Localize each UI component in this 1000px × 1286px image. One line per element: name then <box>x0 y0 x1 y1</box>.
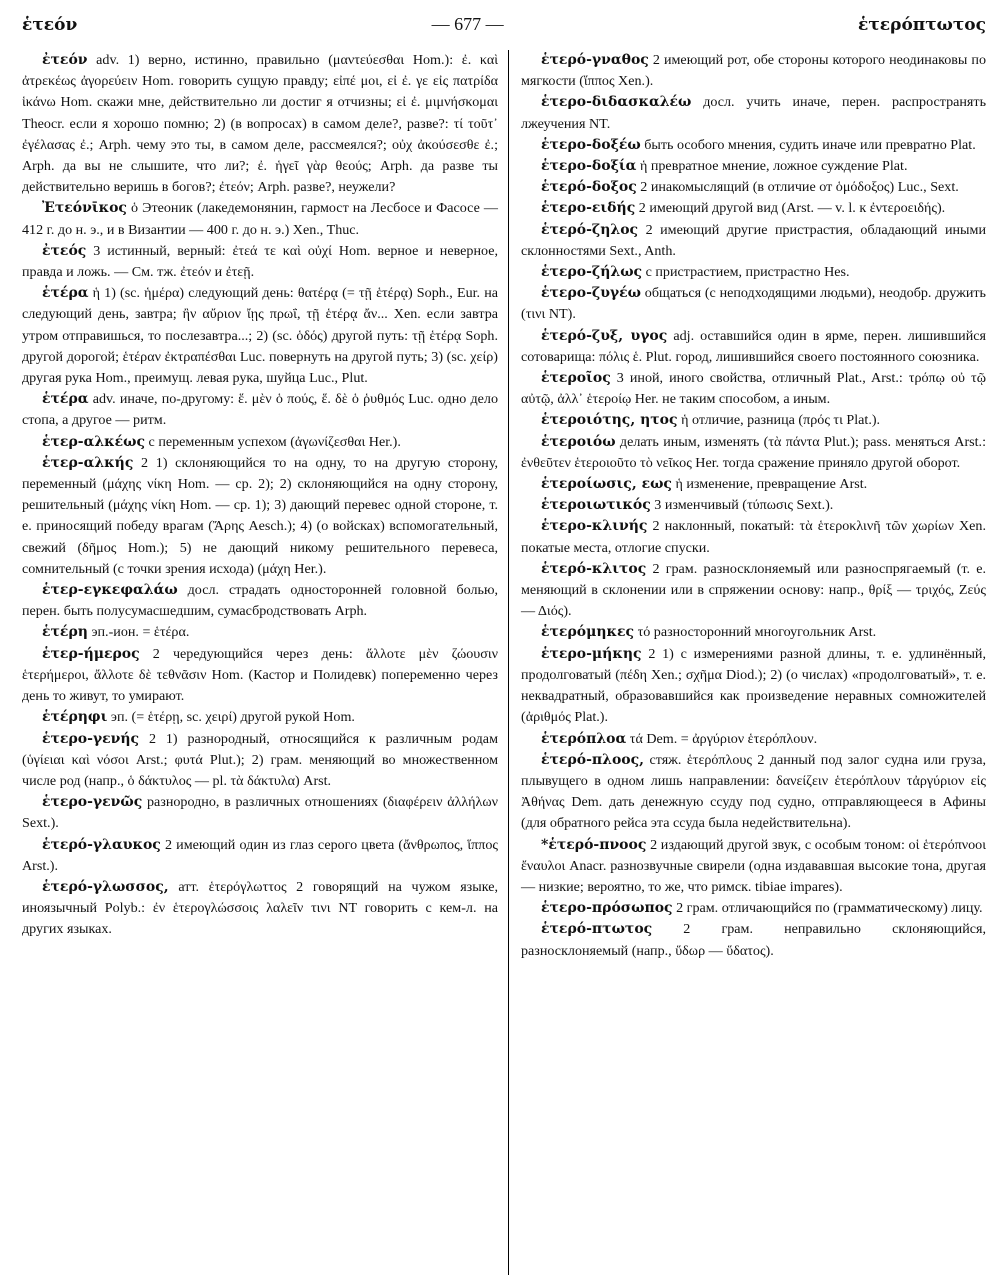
dictionary-entry <box>22 432 498 453</box>
dictionary-entry <box>22 389 498 431</box>
entry-headword: ἑτερο-δοξέω <box>541 136 641 153</box>
dictionary-entry <box>521 898 986 919</box>
entry-headword: ἐτεός <box>42 242 87 259</box>
entry-headword: ἑτερ-αλκής <box>42 454 134 471</box>
dictionary-entry <box>521 835 986 899</box>
entry-headword: ἑτερό-ζηλος <box>541 221 639 238</box>
dictionary-entry <box>521 283 986 325</box>
entry-headword: ἑτεροιότης, ητος <box>541 412 678 429</box>
entry-definition: 2 1) склоняющийся то на одну, то на другую сторону, переменный (μάχης νίκη Hom. — ср. 2); 2) склоняющийся на одну сторону, решительный (μάχης νίκη Hom. — ср. 1); 3) дающий перевес одной стороне, т. е. приносящий победу врагам (Ἄρης Aesch.); 4) (о войсках) вспомогательный, свежий (δῆμος Hom.); 5) не дающий никому решительного перевеса, сомнительный (с точки зрения исхода) (μάχη Her.). <box>22 454 498 577</box>
entry-definition: 3 истинный, верный: ἐτεά τε καὶ οὐχί Hom. верное и неверное, правда и ложь. — См. тж. ἐτεόν и ἐτεῇ. <box>22 242 498 281</box>
dictionary-entry <box>521 432 986 474</box>
entry-definition: общаться (с неподходящими людьми), неодобр. дружить (τινι NT). <box>521 285 986 323</box>
entry-definition: adv. 1) верно, истинно, правильно (μαντεύεσθαι Hom.): ἐ. καὶ ἀτρεκέως ἀγορεύειν Hom. говорить сущую правду; εἰπέ μοι, εἰ ἐ. γε εἰς πατρίδα ἱκάνω Hom. скажи мне, действительно ли достиг я отчизны; εἰ ἐ. μιμνήσκομαι Theocr. если я хорошо помню; 2) (в вопросах) в самом деле?, разве?: τί τοῦτ᾽ ἐγέλασας ἐ.; Arph. чему это ты, в самом деле, рассмеялся?; οὐχ ἀκούσεσθε ἐ.; Arph. да вы не слышите, что ли?; ἐ. ἡγεῖ γὰρ θεούς; Arph. да разве ты действительно веришь в богов?; ἐτεόν; Arph. разве?, неужели? <box>22 52 499 196</box>
entry-headword: ἑτερο-ζυγέω <box>541 285 641 302</box>
dictionary-entry <box>521 50 986 92</box>
entry-headword: ἑτερ-ήμερος <box>42 645 140 662</box>
entry-definition: τό разносторонний многоугольник Arst. <box>637 624 877 641</box>
dictionary-entry <box>521 644 986 729</box>
entry-headword: ἑτεροιωτικός <box>541 497 651 514</box>
entry-definition: adv. иначе, по-другому: ἕ. μὲν ὁ πούς, ἕ. δὲ ὁ ῥυθμός Luc. одно дело стопа, а другое — ритм. <box>22 391 498 429</box>
entry-headword: ἑτερο-γενής <box>42 730 140 747</box>
entry-definition: 2 наклонный, покатый: τὰ ἑτεροκλινῆ τῶν χωρίων Xen. покатые места, отлогие спуски. <box>521 518 986 556</box>
entry-definition: досл. учить иначе, перен. распространять лжеучения NT. <box>521 94 986 132</box>
entry-headword: ἑτερο-γενῶς <box>42 794 143 811</box>
dictionary-entry <box>521 750 986 835</box>
dictionary-entry <box>22 877 498 941</box>
entry-definition: 2 имеющий рот, обе стороны которого неодинаковы по мягкости (ἵππος Xen.). <box>521 52 986 90</box>
entry-headword: ἑτέρηφι <box>42 709 108 726</box>
entry-definition: атт. ἑτερόγλωττος 2 говорящий на чужом языке, иноязычный Polyb.: ἐν ἑτερογλώσσοις λαλεῖν τινι NT говорить с кем-л. на других языках. <box>22 878 498 938</box>
dictionary-entry <box>521 262 986 283</box>
entry-headword: ἑτέρα <box>42 285 89 302</box>
entry-definition: 3 изменчивый (τύπωσις Sext.). <box>654 497 834 514</box>
dictionary-entry <box>521 368 986 410</box>
entry-headword: ἑτερό-πτωτος <box>541 921 653 938</box>
entry-definition: ἡ превратное мнение, ложное суждение Plat. <box>639 158 908 175</box>
entry-headword: ἑτεροῖος <box>541 370 611 387</box>
dictionary-entry <box>22 707 498 728</box>
right-column <box>508 50 986 1275</box>
dictionary-entry <box>521 156 986 177</box>
entry-definition: 3 иной, иного свойства, отличный Plat., Arst.: τρόπῳ οὐ τῷ αὐτῷ, ἀλλ᾽ ἑτεροίῳ Her. не таким способом, а иным. <box>521 370 986 408</box>
dictionary-entry <box>521 177 986 198</box>
entry-headword: ἑτερο-ζήλως <box>541 264 643 281</box>
dictionary-entry <box>22 729 498 793</box>
entry-headword: ἑτέρη <box>42 624 88 641</box>
entry-headword: ἑτερο-μήκης <box>541 645 642 662</box>
entry-headword: ἑτερ-εγκεφαλάω <box>42 582 178 599</box>
entry-definition: досл. страдать односторонней головной болью, перен. быть полусумасшедшим, сумасбродствовать Arph. <box>22 582 498 620</box>
entry-definition: ἡ изменение, превращение Arst. <box>675 476 868 493</box>
entry-definition: с переменным успехом (ἀγωνίζεσθαι Her.). <box>148 433 401 450</box>
entry-definition: ἡ 1) (sc. ἡμέρα) следующий день: θατέρᾳ (= τῇ ἑτέρᾳ) Soph., Eur. на следующий день, завтра; ἢν αὔριον ἴῃς πρωΐ, τῇ ἑτέρᾳ ἄν... Xen. если завтра утром отправишься, то послезавтра...; 2) (sc. ὁδός) другой путь: τῇ ἑτέρᾳ Soph. другой дорогой; ἑτέραν ἐκτραπέσθαι Luc. повернуть на другой путь; 3) (sc. χείρ) другая рука Hom., преимущ. левая рука, шуйца Luc., Plut. <box>22 285 498 387</box>
entry-definition: 2 имеющий один из глаз серого цвета (ἄνθρωπος, ἵππος Arst.). <box>22 836 498 874</box>
two-column-body <box>22 50 986 1275</box>
entry-definition: стяж. ἑτερόπλους 2 данный под залог судна или груза, плывущего в одном лишь направлении: δανείζειν ἑτερόπλουν τἀργύριον εἰς Ἀθήνας Dem. дать денежную ссуду под судно, отправляющееся в Афины (для обратного рейса эта ссуда была недействительна). <box>521 751 986 832</box>
entry-headword: ἑτερό-δοξος <box>541 179 637 196</box>
entry-definition: разнородно, в различных отношениях (διαφέρειν ἀλλήλων Sext.). <box>22 794 498 832</box>
entry-headword: ἑτερό-γλωσσος, <box>42 878 169 895</box>
entry-headword: ἑτερό-κλιτος <box>541 560 647 577</box>
entry-headword: ἑτερό-ζυξ, υγος <box>541 327 668 344</box>
entry-headword: ἑτερο-πρόσωπος <box>541 900 673 917</box>
entry-definition: 2 имеющий другой вид (Arst. — v. l. к ἐντεροειδής). <box>638 200 946 217</box>
entry-headword: ἑτέρα <box>42 391 89 408</box>
dictionary-entry <box>521 622 986 643</box>
entry-definition: 2 инакомыслящий (в отличие от ὁμόδοξος) Luc., Sext. <box>640 179 959 196</box>
dictionary-entry <box>22 835 498 877</box>
dictionary-entry <box>521 135 986 156</box>
dictionary-entry <box>521 729 986 750</box>
entry-headword: ἑτερόμηκες <box>541 624 635 641</box>
entry-definition: τά Dem. = ἀργύριον ἑτερόπλουν. <box>629 730 818 747</box>
entry-headword: ἑτερο-ειδής <box>541 200 636 217</box>
dictionary-entry <box>521 559 986 623</box>
entry-headword: ἑτεροιόω <box>541 433 616 450</box>
entry-headword: ἑτερ-αλκέως <box>42 433 146 450</box>
entry-definition: 2 грам. отличающийся по (грамматическому) лицу. <box>676 900 983 917</box>
dictionary-entry <box>22 644 498 708</box>
entry-headword: Ἐτεόνῑκος <box>42 200 127 217</box>
entry-definition: 2 грам. неправильно склоняющийся, разносклоняемый (напр., ὕδωρ — ὕδατος). <box>521 921 986 959</box>
page-number: — 677 — <box>431 14 504 34</box>
dictionary-entry <box>521 516 986 558</box>
dictionary-entry <box>521 410 986 431</box>
entry-definition: 2 1) разнородный, относящийся к различным родам (ὑγίειαι καὶ νόσοι Arst.; φυτά Plut.); 2) грам. меняющий во множественном числе род (напр., ὁ δάκτυλος — pl. τὰ δάκτυλα) Arst. <box>22 730 498 789</box>
dictionary-entry <box>521 474 986 495</box>
dictionary-entry <box>22 792 498 834</box>
dictionary-entry <box>22 50 498 198</box>
entry-headword: ἐτεόν <box>42 52 88 68</box>
entry-definition: ὁ Этеоник (лакедемонянин, гармост на Лесбосе и Фасосе — 412 г. до н. э., и в Византии — 400 г. до н. э.) Xen., Thuc. <box>22 200 498 238</box>
entry-headword: ἑτερό-γλαυκος <box>42 836 161 853</box>
entry-headword: ἑτερό-γναθος <box>541 52 649 68</box>
dictionary-entry <box>22 198 498 240</box>
entry-definition: 2 издающий другой звук, с особым тоном: οἱ ἑτερόπνοοι ἔναυλοι Anacr. разнозвучные свирели (одна издававшая высокие тона, другая — низкие; вероятно, то же, что римск. tibiae impares). <box>521 836 986 895</box>
entry-definition: ἡ отличие, разница (πρός τι Plat.). <box>681 412 881 429</box>
entry-definition: быть особого мнения, судить иначе или превратно Plat. <box>644 136 976 153</box>
running-head <box>22 14 986 50</box>
dictionary-entry <box>521 495 986 516</box>
entry-definition: с пристрастием, пристрастно Hes. <box>645 264 850 281</box>
dictionary-entry <box>521 220 986 262</box>
entry-definition: 2 имеющий другие пристрастия, обладающий иными склонностями Sext., Anth. <box>521 221 986 259</box>
entry-headword: *ἑτερό-πνοος <box>541 836 647 853</box>
dictionary-entry <box>22 283 498 389</box>
dictionary-entry <box>521 919 986 961</box>
dictionary-entry <box>22 580 498 622</box>
entry-definition: эп. (= ἑτέρῃ, sc. χειρί) другой рукой Hom. <box>110 709 355 726</box>
dictionary-entry <box>521 92 986 134</box>
entry-definition: делать иным, изменять (τὰ πάντα Plut.); pass. меняться Arst.: ἐνθεῦτεν ἑτεροιοῦτο τὸ νεῖκος Her. тогда сражение приняло другой оборот. <box>521 433 986 471</box>
entry-definition: 2 грам. разносклоняемый или разноспрягаемый (т. е. меняющий в склонении или в спряжении основу: напр., θρίξ — τριχός, Ζεύς — Διός). <box>521 560 986 620</box>
dictionary-entry <box>22 241 498 283</box>
entry-headword: ἑτεροίωσις, εως <box>541 476 672 493</box>
entry-definition: 2 1) с измерениями разной длины, т. е. удлинённый, продолговатый (πέδη Xen.; σχῆμα Diod.); 2) (о числах) «продолговатый», т. е. неквадратный, образовавшийся как произведение неравных сомножителей (ἀριθμός Plat.). <box>521 645 986 726</box>
entry-headword: ἑτερόπλοα <box>541 730 627 747</box>
dictionary-entry <box>22 622 498 643</box>
entry-headword: ἑτερο-διδασκαλέω <box>541 94 692 111</box>
entry-headword: ἑτερό-πλοος, <box>541 751 645 768</box>
left-column <box>22 50 508 1275</box>
dictionary-entry <box>521 198 986 219</box>
running-head-first-word: ἑτεόν <box>22 15 78 35</box>
running-head-last-word: ἑτερόπτωτος <box>858 15 986 35</box>
entry-headword: ἑτερο-κλινής <box>541 518 648 535</box>
entry-definition: эп.-ион. = ἑτέρα. <box>91 624 190 641</box>
entry-definition: 2 чередующийся через день: ἄλλοτε μὲν ζώουσιν ἑτερήμεροι, ἄλλοτε δὲ τεθνᾶσιν Hom. (Кастор и Полидевк) попеременно через день то живут, то умирают. <box>22 645 499 705</box>
dictionary-entry <box>22 453 498 580</box>
entry-definition: adj. оставшийся один в ярме, перен. лишившийся сотоварища: πόλις ἑ. Plut. город, лишившийся своего постоянного союзника. <box>521 327 986 365</box>
entry-headword: ἑτερο-δοξία <box>541 158 637 175</box>
dictionary-entry <box>521 326 986 368</box>
